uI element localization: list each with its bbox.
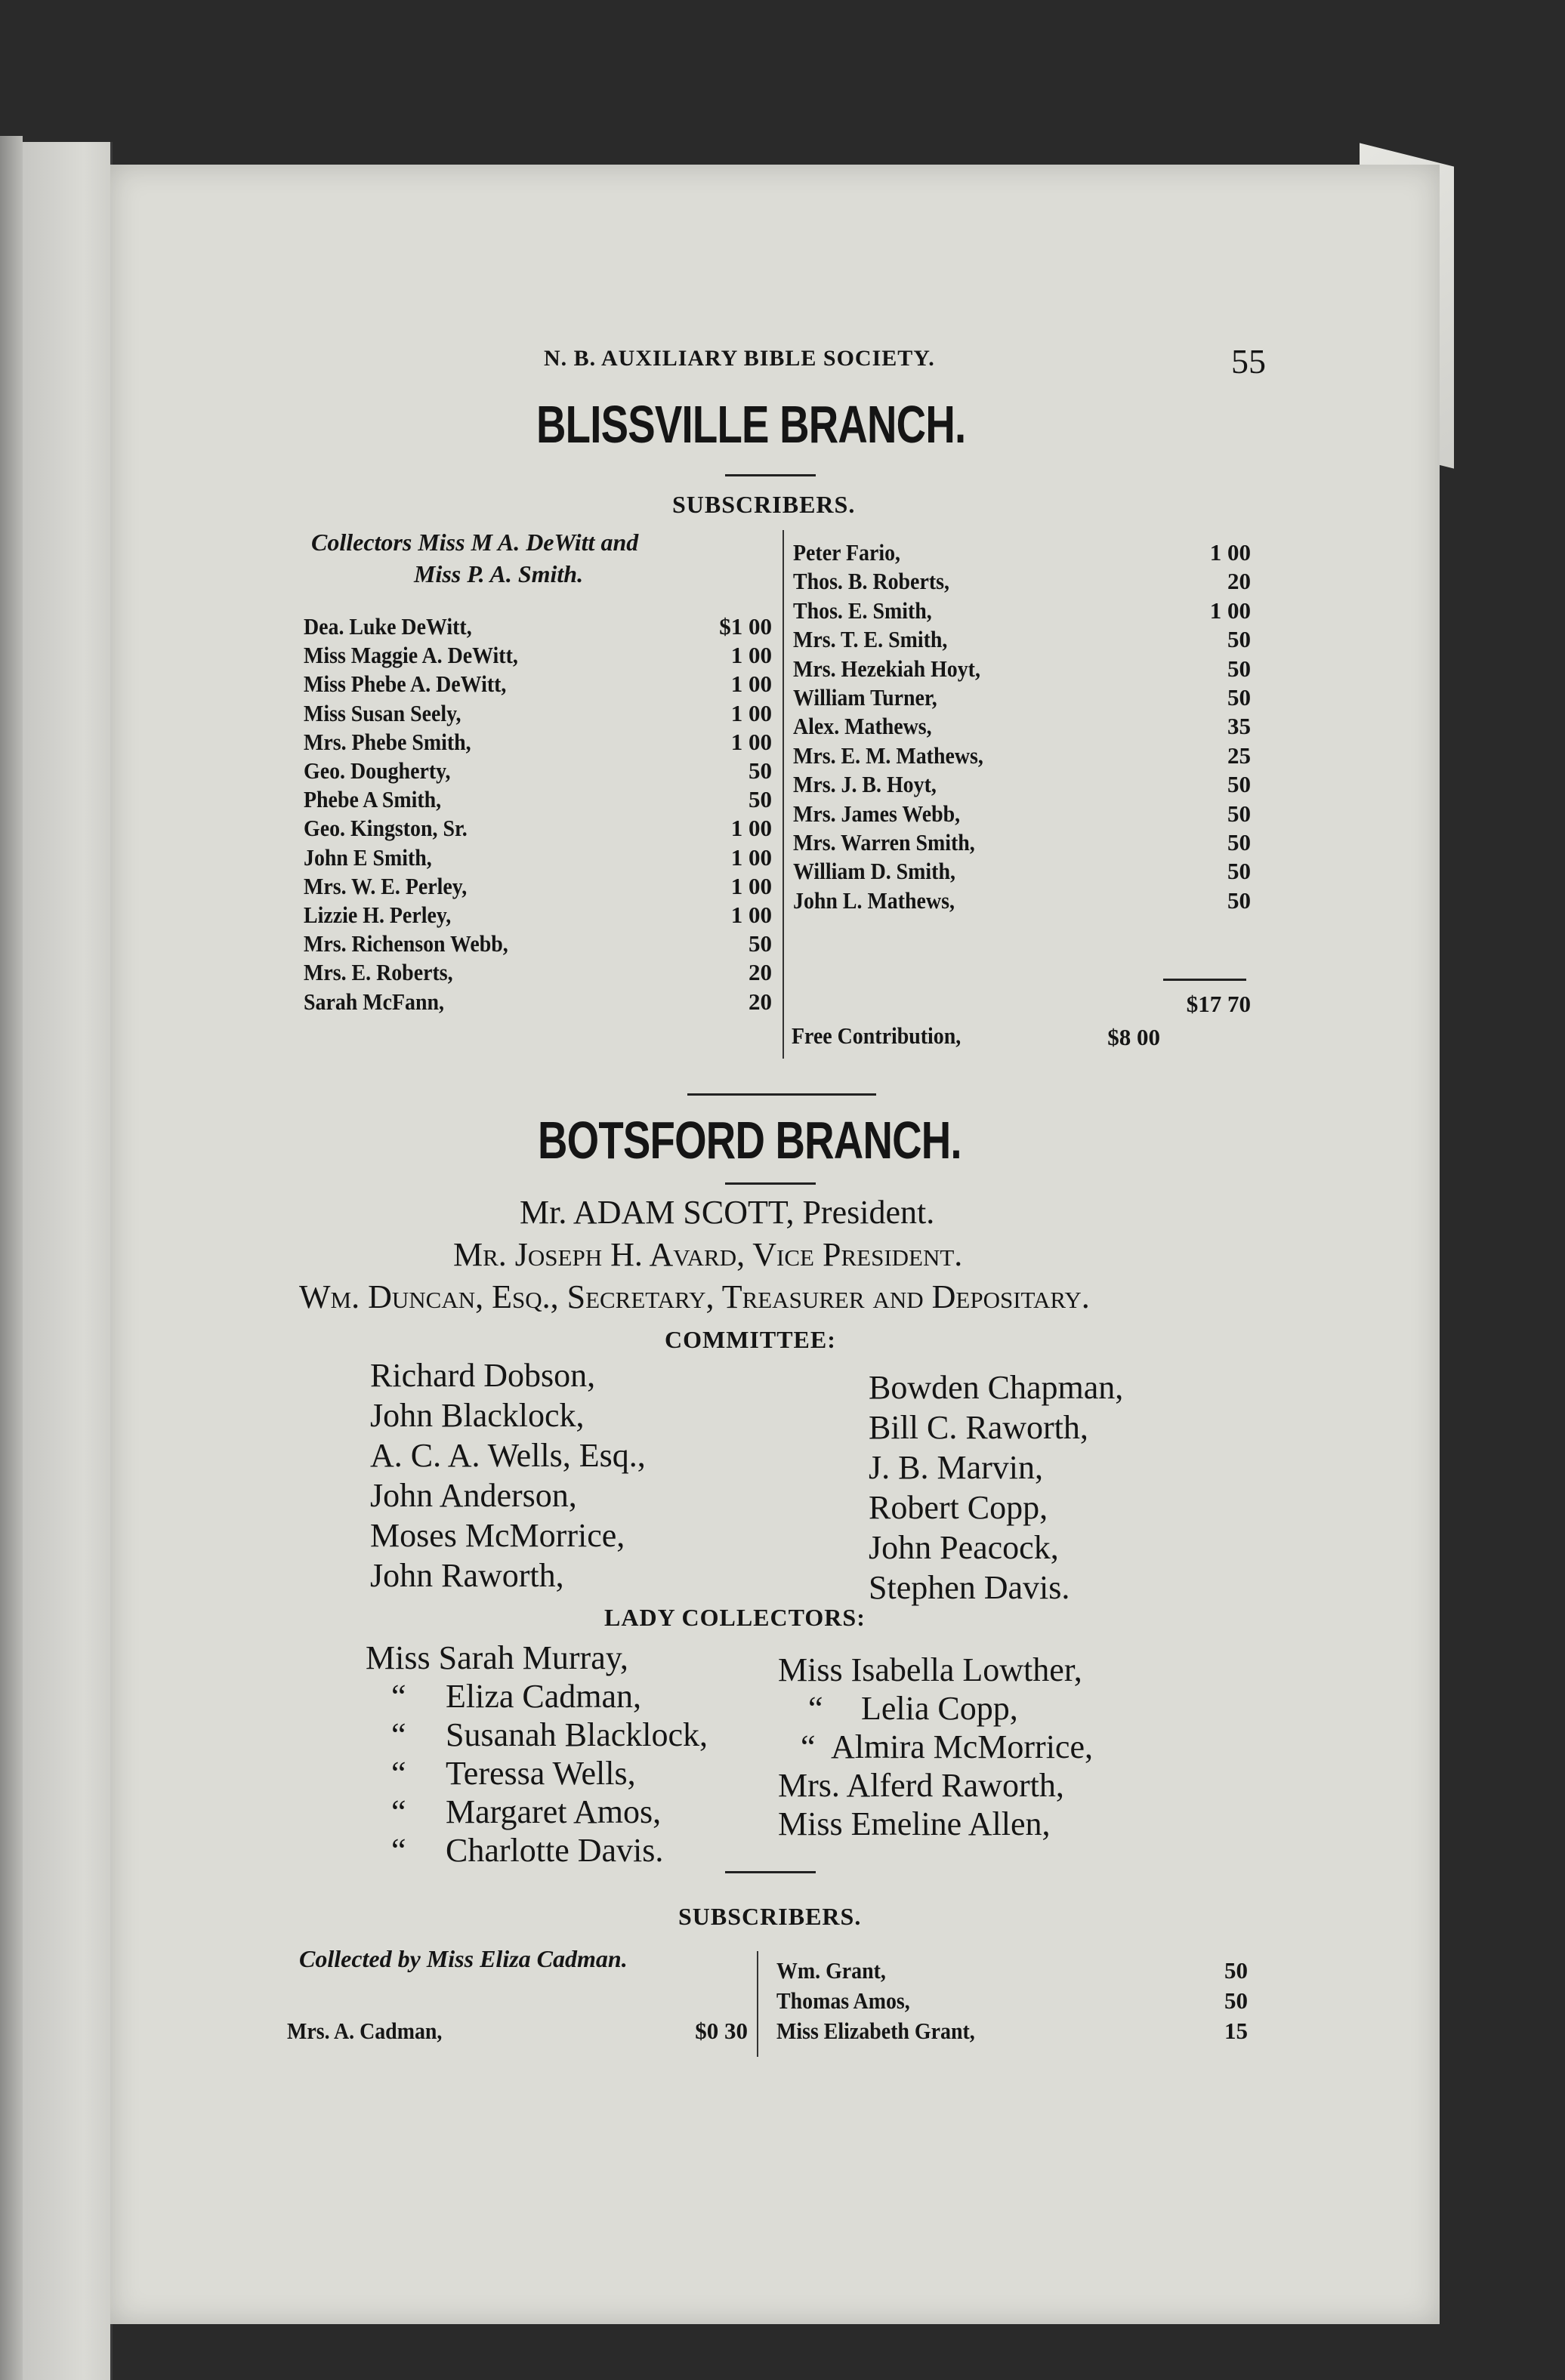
lady-collector: Lelia Copp,: [861, 1690, 1018, 1727]
committee-member: John Peacock,: [869, 1529, 1059, 1566]
botsford-subscribers-heading: SUBSCRIBERS.: [678, 1903, 862, 1930]
page-number: 55: [1231, 342, 1266, 381]
committee-heading: COMMITTEE:: [665, 1326, 836, 1353]
free-contribution-label: Free Contribution,: [792, 1022, 962, 1049]
lady-collector: Charlotte Davis.: [446, 1832, 664, 1869]
committee-member: John Blacklock,: [370, 1397, 585, 1434]
ditto-mark: “: [801, 1728, 816, 1765]
committee-member: Robert Copp,: [869, 1489, 1048, 1526]
blissville-title: BLISSVILLE BRANCH.: [536, 395, 966, 454]
subscriber-name: Thos. B. Roberts,: [793, 568, 949, 595]
ditto-mark: “: [391, 1832, 406, 1869]
subscriber-name: William D. Smith,: [793, 858, 955, 885]
lady-collector: Eliza Cadman,: [446, 1678, 642, 1715]
collected-by: Collected by Miss Eliza Cadman.: [299, 1945, 628, 1972]
ditto-mark: “: [808, 1690, 823, 1727]
subscriber-name: Mrs. Richenson Webb,: [304, 930, 508, 957]
subscriber-name: Mrs. E. Roberts,: [304, 959, 453, 986]
committee-member: Bowden Chapman,: [869, 1369, 1124, 1406]
subscriber-name: Wm. Grant,: [776, 1957, 886, 1984]
ditto-mark: “: [391, 1678, 406, 1715]
subscriber-name: John L. Mathews,: [793, 886, 955, 914]
subscriber-name: Miss Maggie A. DeWitt,: [304, 642, 518, 669]
president-line: Mr. ADAM SCOTT, President.: [520, 1194, 935, 1231]
running-header: N. B. AUXILIARY BIBLE SOCIETY.: [544, 346, 935, 371]
subscriber-name: Thomas Amos,: [776, 1987, 910, 2014]
subscriber-name: Dea. Luke DeWitt,: [304, 613, 472, 640]
subscriber-amount: 1 00: [730, 642, 772, 669]
total-rule: [1163, 979, 1246, 981]
subscriber-name: Mrs. Warren Smith,: [793, 829, 975, 856]
lady-collector: Teressa Wells,: [446, 1755, 636, 1792]
subscriber-name: Mrs. W. E. Perley,: [304, 872, 468, 899]
subscriber-amount: 1 00: [730, 671, 772, 698]
committee-member: Bill C. Raworth,: [869, 1409, 1088, 1446]
committee-member: A. C. A. Wells, Esq.,: [370, 1437, 646, 1474]
section-rule: [687, 1093, 876, 1096]
subscriber-name: Alex. Mathews,: [793, 713, 932, 740]
lady-collector: Miss Isabella Lowther,: [778, 1651, 1082, 1688]
subscriber-name: John E Smith,: [304, 843, 432, 871]
subscriber-amount: 20: [1227, 568, 1251, 595]
subscriber-name: Miss Phebe A. DeWitt,: [304, 671, 507, 698]
subscriber-name: William Turner,: [793, 684, 937, 711]
subscriber-name: Mrs. E. M. Mathews,: [793, 741, 983, 769]
subscriber-name: Miss Elizabeth Grant,: [776, 2018, 975, 2044]
column-divider: [782, 530, 784, 1059]
lady-collector: Miss Sarah Murray,: [366, 1639, 628, 1676]
lady-collector: Miss Emeline Allen,: [778, 1805, 1051, 1842]
subscriber-amount: 50: [1227, 655, 1251, 682]
subscriber-amount: 20: [749, 988, 772, 1015]
subscriber-name: Mrs. T. E. Smith,: [793, 626, 948, 653]
free-contribution-amount: $8 00: [1107, 1024, 1160, 1050]
title-rule: [725, 474, 816, 476]
secretary-line: Wm. Duncan, Esq., Secretary, Treasurer and Depositary.: [299, 1278, 1090, 1315]
subscriber-amount: 1 00: [730, 872, 772, 899]
subscriber-amount: 1 00: [1209, 539, 1251, 566]
subscriber-amount: 50: [1224, 1957, 1248, 1984]
subscriber-name: Mrs. Hezekiah Hoyt,: [793, 655, 980, 682]
title-rule-2: [725, 1182, 816, 1185]
lady-collector: Mrs. Alferd Raworth,: [778, 1767, 1064, 1804]
committee-member: Moses McMorrice,: [370, 1517, 625, 1554]
subscriber-name: Mrs. J. B. Hoyt,: [793, 771, 937, 798]
lady-collector: Margaret Amos,: [446, 1793, 662, 1830]
subscriber-amount: 1 00: [1209, 597, 1251, 624]
subscriber-amount: 50: [1227, 684, 1251, 711]
subscriber-amount: 1 00: [730, 843, 772, 871]
subscriber-amount: 35: [1227, 713, 1251, 740]
previous-page-edge: [23, 142, 113, 2380]
vice-president-line: Mr. Joseph H. Avard, Vice President.: [453, 1236, 963, 1273]
subscriber-amount: 50: [1227, 858, 1251, 885]
subscriber-amount: 50: [1227, 626, 1251, 653]
subscriber-amount: 15: [1224, 2018, 1248, 2044]
subscribers-rule: [725, 1871, 816, 1873]
subscriber-amount: 1 00: [730, 902, 772, 928]
subscriber-name: Peter Fario,: [793, 539, 901, 566]
subscriber-name: Thos. E. Smith,: [793, 597, 932, 624]
committee-member: John Anderson,: [370, 1477, 577, 1514]
subscriber-amount: 50: [1227, 800, 1251, 827]
subscriber-amount: $1 00: [719, 613, 772, 640]
subscriber-amount: $0 30: [695, 2018, 748, 2044]
botsford-title: BOTSFORD BRANCH.: [538, 1111, 962, 1170]
collectors-line-2: Miss P. A. Smith.: [414, 560, 584, 587]
subscriber-amount: 50: [749, 930, 772, 957]
committee-member: John Raworth,: [370, 1557, 564, 1594]
scanner-edge: [0, 136, 23, 2380]
subscriber-name: Geo. Dougherty,: [304, 757, 451, 784]
lady-collectors-heading: LADY COLLECTORS:: [604, 1604, 866, 1631]
committee-member: Stephen Davis.: [869, 1569, 1070, 1606]
subscriber-amount: 50: [1227, 886, 1251, 914]
subscriber-name: Phebe A Smith,: [304, 786, 442, 813]
lady-collector: Susanah Blacklock,: [446, 1716, 708, 1753]
subscriber-name: Miss Susan Seely,: [304, 699, 461, 726]
subscriber-name: Geo. Kingston, Sr.: [304, 815, 468, 842]
subscriber-amount: 1 00: [730, 815, 772, 842]
subscriber-name: Mrs. A. Cadman,: [287, 2018, 443, 2044]
subscriber-amount: 50: [749, 786, 772, 813]
lady-collector: Almira McMorrice,: [831, 1728, 1093, 1765]
subscriber-amount: 50: [1227, 771, 1251, 798]
ditto-mark: “: [391, 1755, 406, 1792]
subscriber-name: Lizzie H. Perley,: [304, 902, 452, 928]
column-divider-2: [757, 1951, 758, 2057]
ditto-mark: “: [391, 1793, 406, 1830]
subscriber-name: Sarah McFann,: [304, 988, 445, 1015]
blissville-subscribers-heading: SUBSCRIBERS.: [672, 491, 856, 518]
blissville-total: $17 70: [1186, 991, 1251, 1017]
subscriber-amount: 50: [1227, 829, 1251, 856]
collectors-line-1: Collectors Miss M A. DeWitt and: [311, 529, 639, 556]
subscriber-name: Mrs. Phebe Smith,: [304, 728, 471, 755]
subscriber-name: Mrs. James Webb,: [793, 800, 961, 827]
committee-member: J. B. Marvin,: [869, 1449, 1043, 1486]
subscriber-amount: 50: [749, 757, 772, 784]
subscriber-amount: 20: [749, 959, 772, 986]
subscriber-amount: 50: [1224, 1987, 1248, 2014]
subscriber-amount: 1 00: [730, 728, 772, 755]
committee-member: Richard Dobson,: [370, 1357, 596, 1394]
subscriber-amount: 25: [1227, 741, 1251, 769]
subscriber-amount: 1 00: [730, 699, 772, 726]
ditto-mark: “: [391, 1716, 406, 1753]
